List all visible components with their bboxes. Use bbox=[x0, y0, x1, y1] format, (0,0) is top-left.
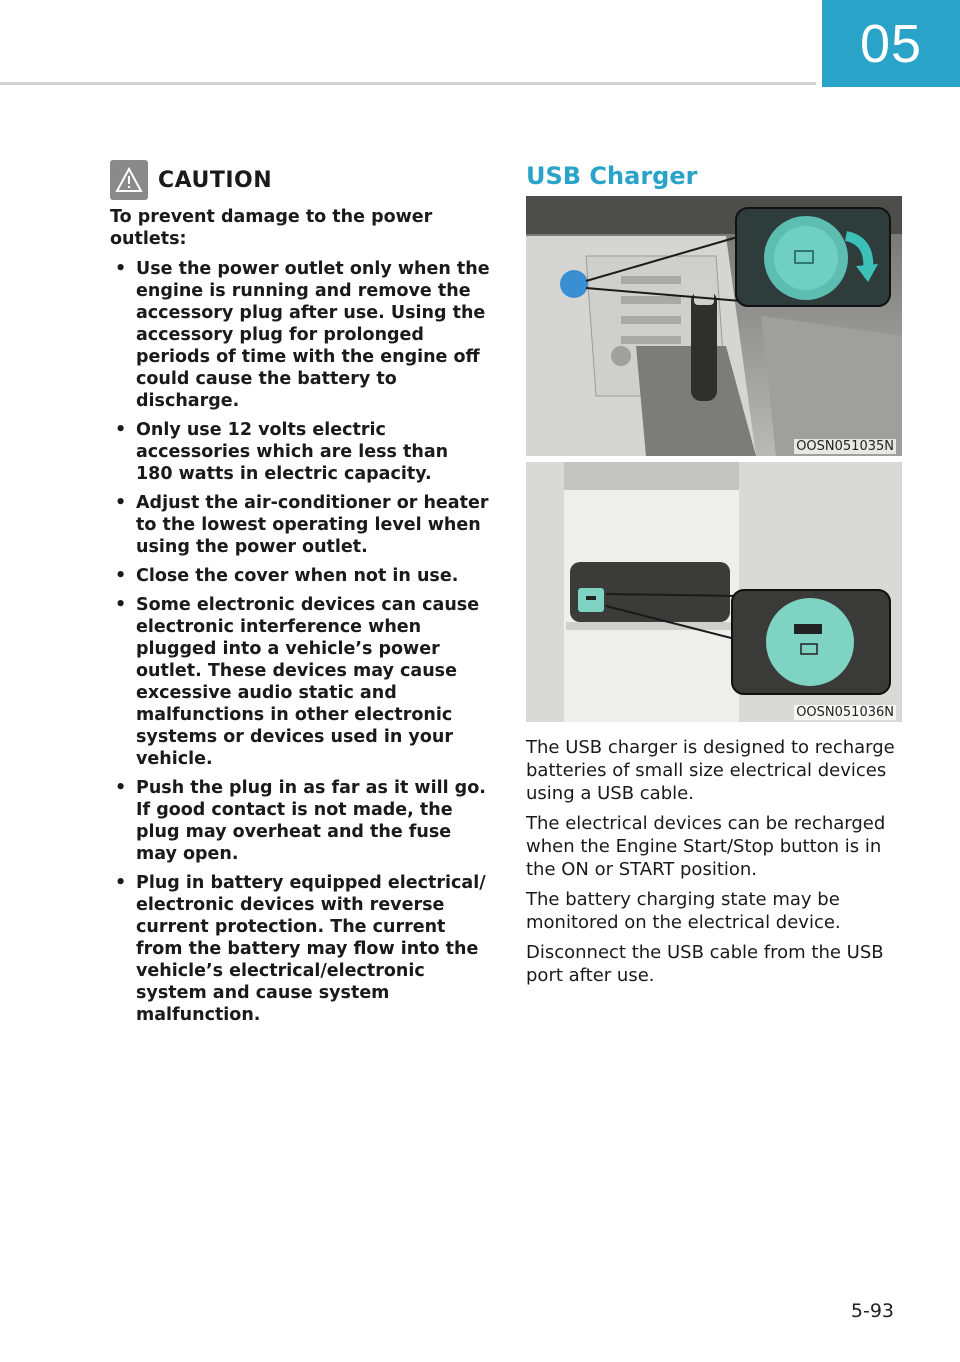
caution-intro: To prevent damage to the power outlets: bbox=[110, 207, 433, 249]
paragraph: The USB charger is designed to recharge batteries of small size electrical devices using a USB cable. bbox=[526, 737, 895, 804]
warning-triangle-icon bbox=[110, 160, 148, 200]
usb-section bbox=[526, 158, 902, 994]
paragraph: Disconnect the USB cable from the USB port after use. bbox=[526, 942, 884, 986]
caution-item: • Plug in battery equipped electrical/ electronic devices with reverse current protection. The current from the battery may flow into the vehicle’s electrical/electronic system and cause system malfunction. bbox=[110, 872, 490, 1026]
caution-item: • Adjust the air-conditioner or heater to the lowest operating level when using the power outlet. bbox=[110, 492, 490, 558]
front-console-illustration bbox=[526, 196, 902, 456]
paragraph: The electrical devices can be recharged when the Engine Start/Stop button is in the ON or START position. bbox=[526, 813, 886, 880]
caution-header bbox=[110, 160, 490, 200]
figure-front-usb bbox=[526, 196, 902, 456]
caution-item: • Push the plug in as far as it will go. If good contact is not made, the plug may overheat and the fuse may open. bbox=[110, 777, 490, 865]
figure-code: OOSN051035N bbox=[796, 439, 894, 454]
rear-console-illustration bbox=[526, 462, 902, 722]
header-rule bbox=[0, 82, 816, 85]
page-number: 5-93 bbox=[850, 1300, 894, 1322]
caution-box bbox=[110, 160, 490, 1033]
figure-code: OOSN051036N bbox=[796, 705, 894, 720]
caution-item: • Only use 12 volts electric accessories which are less than 180 watts in electric capacity. bbox=[110, 419, 490, 485]
caution-item: • Close the cover when not in use. bbox=[110, 565, 490, 587]
caution-title: CAUTION bbox=[158, 167, 273, 193]
caution-item: • Use the power outlet only when the engine is running and remove the accessory plug after use. Using the accessory plug for prolonged periods of time with the engine off could cause the battery to discharge. bbox=[110, 258, 490, 412]
usb-body-text bbox=[526, 736, 902, 987]
caution-item: • Some electronic devices can cause electronic interference when plugged into a vehicle’s power outlet. These devices may cause excessive audio static and malfunctions in other electronic systems or devices used in your vehicle. bbox=[110, 594, 490, 770]
section-title: USB Charger bbox=[526, 162, 698, 190]
figure-rear-usb bbox=[526, 462, 902, 722]
chapter-tab: 05 bbox=[822, 0, 960, 87]
paragraph: The battery charging state may be monitored on the electrical device. bbox=[526, 889, 841, 933]
caution-list bbox=[110, 258, 490, 1026]
